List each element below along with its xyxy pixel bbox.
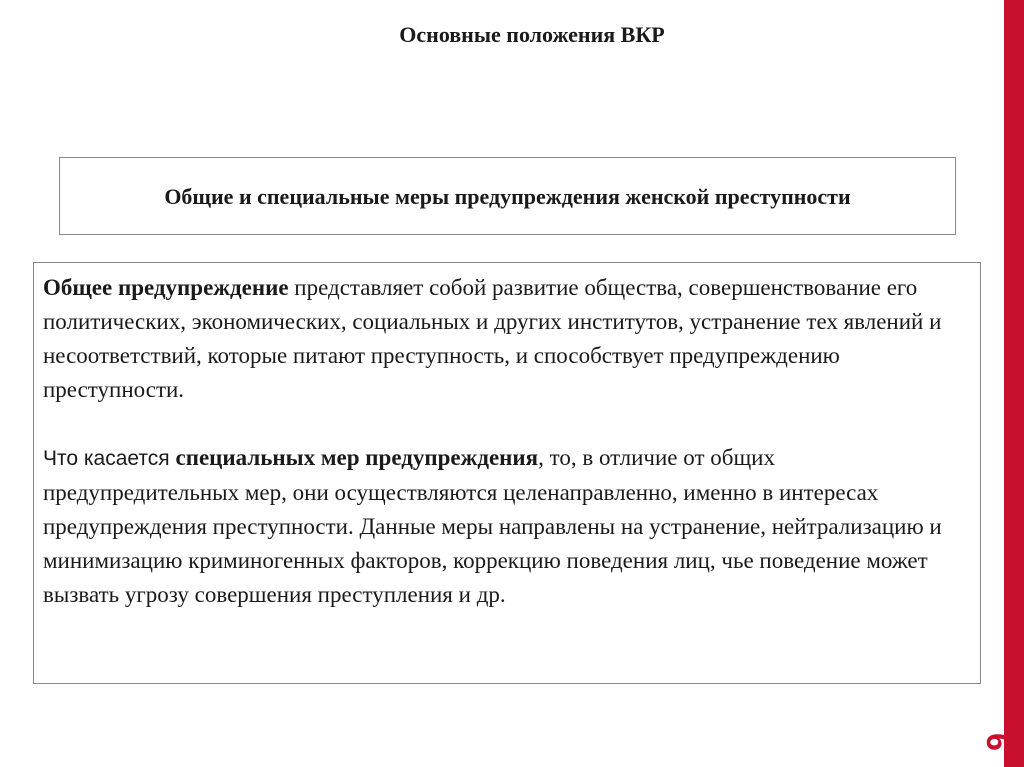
subtitle-box — [59, 157, 956, 235]
term-general-prevention: Общее предупреждение — [43, 275, 289, 300]
paragraph-special — [43, 441, 962, 612]
accent-bar — [1004, 0, 1024, 767]
paragraph-general-text: представляет собой развитие общества, совершенствование его политических, экономических, социальных и других институтов, устранение тех явлений и несоответствий, которые питают преступность, и способствует предупреждению преступности. — [43, 275, 942, 402]
content-box — [33, 262, 981, 684]
slide-title: Основные положения ВКР — [399, 22, 665, 47]
paragraph-special-lead: Что касается — [43, 447, 176, 470]
page-number: 6 — [980, 733, 1017, 751]
paragraph-special-text: , то, в отличие от общих предупредительных мер, они осуществляются целенаправленно, именно в интересах предупреждения преступности. Данные меры направлены на устранение, нейтрализацию и минимизацию криминогенных факторов, коррекцию поведения лиц, чье поведение может вызвать угрозу совершения преступления и др. — [43, 445, 942, 607]
paragraph-general — [43, 271, 962, 407]
subtitle-text: Общие и специальные меры предупреждения женской преступности — [164, 183, 851, 209]
term-special-measures: специальных мер предупреждения — [175, 445, 539, 470]
